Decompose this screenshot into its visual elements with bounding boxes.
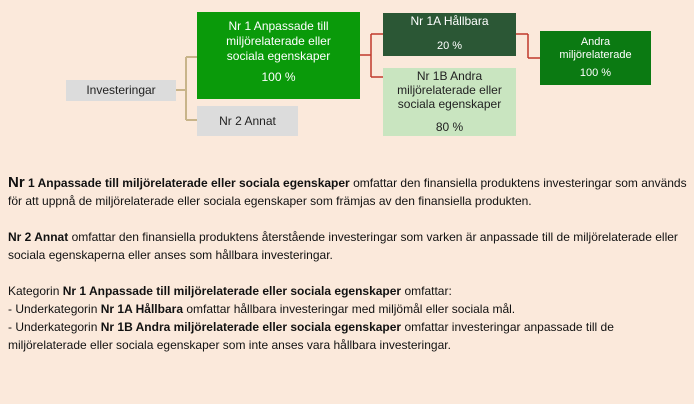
nr1a-node	[383, 13, 516, 56]
nr-prefix: Nr	[8, 174, 25, 191]
nr1b-label-line-3: sociala egenskaper	[397, 97, 502, 111]
paragraph-nr1	[8, 174, 688, 210]
nr1-label-line-3: sociala egenskaper	[226, 49, 331, 63]
nr1b-node	[383, 68, 516, 136]
nr1b-label-line-2: miljörelaterade eller	[397, 83, 502, 97]
andra-label-line-1: Andra	[580, 36, 611, 48]
nr1a-label: Nr 1A Hållbara	[410, 14, 489, 28]
explanation-text	[8, 174, 688, 354]
nr2-node: Nr 2 Annat	[197, 106, 298, 136]
nr1-label-line-2: miljörelaterade eller	[226, 34, 331, 48]
nr1-label-line-1: Nr 1 Anpassade till	[228, 19, 329, 33]
sub-1b-term: Nr 1B Andra miljörelaterade eller sociala egenskaper	[100, 320, 402, 334]
category-term: Nr 1 Anpassade till miljörelaterade eller sociala egenskaper	[62, 284, 402, 298]
andra-label-line-2: miljörelaterade	[559, 49, 632, 61]
category-prefix: Kategorin	[8, 284, 60, 298]
paragraph-nr2	[8, 228, 688, 264]
sub-1a-description: omfattar hållbara investeringar med miljömål eller sociala mål.	[186, 302, 516, 316]
nr2-term: Nr 2 Annat	[8, 230, 69, 244]
root-connectors	[176, 57, 197, 120]
sub-1a-term: Nr 1A Hållbara	[100, 302, 183, 316]
nr1b-label-line-1: Nr 1B Andra	[416, 69, 483, 83]
andra-percentage: 100 %	[579, 67, 612, 79]
andra-node	[540, 31, 651, 85]
nr1-connectors	[360, 34, 383, 77]
nr1a-percentage: 20 %	[436, 40, 463, 52]
investeringar-node: Investeringar	[66, 80, 176, 101]
nr1a-connectors	[516, 34, 540, 58]
category-suffix: omfattar:	[404, 284, 452, 298]
sub-1a-prefix: - Underkategorin	[8, 302, 98, 316]
nr1b-percentage: 80 %	[435, 120, 464, 134]
sub-1b-prefix: - Underkategorin	[8, 320, 98, 334]
nr1-term: 1 Anpassade till miljörelaterade eller sociala egenskaper	[28, 176, 350, 190]
nr1-percentage: 100 %	[261, 70, 296, 84]
nr1-description: omfattar den finansiella produktens investeringar som används för att uppnå de miljörelaterade eller sociala egenskaper som främjas av den finansiella produkten.	[8, 176, 687, 208]
sub-1b-description: omfattar investeringar anpassade till de miljörelaterade eller sociala egenskaper som inte anses vara hållbara investeringar.	[8, 320, 614, 352]
nr2-description: omfattar den finansiella produktens återstående investeringar som varken är anpassade till de miljörelaterade eller sociala egenskaperna eller anses som hållbara investeringar.	[8, 230, 678, 262]
paragraph-category	[8, 282, 688, 354]
nr1-node	[197, 12, 360, 99]
